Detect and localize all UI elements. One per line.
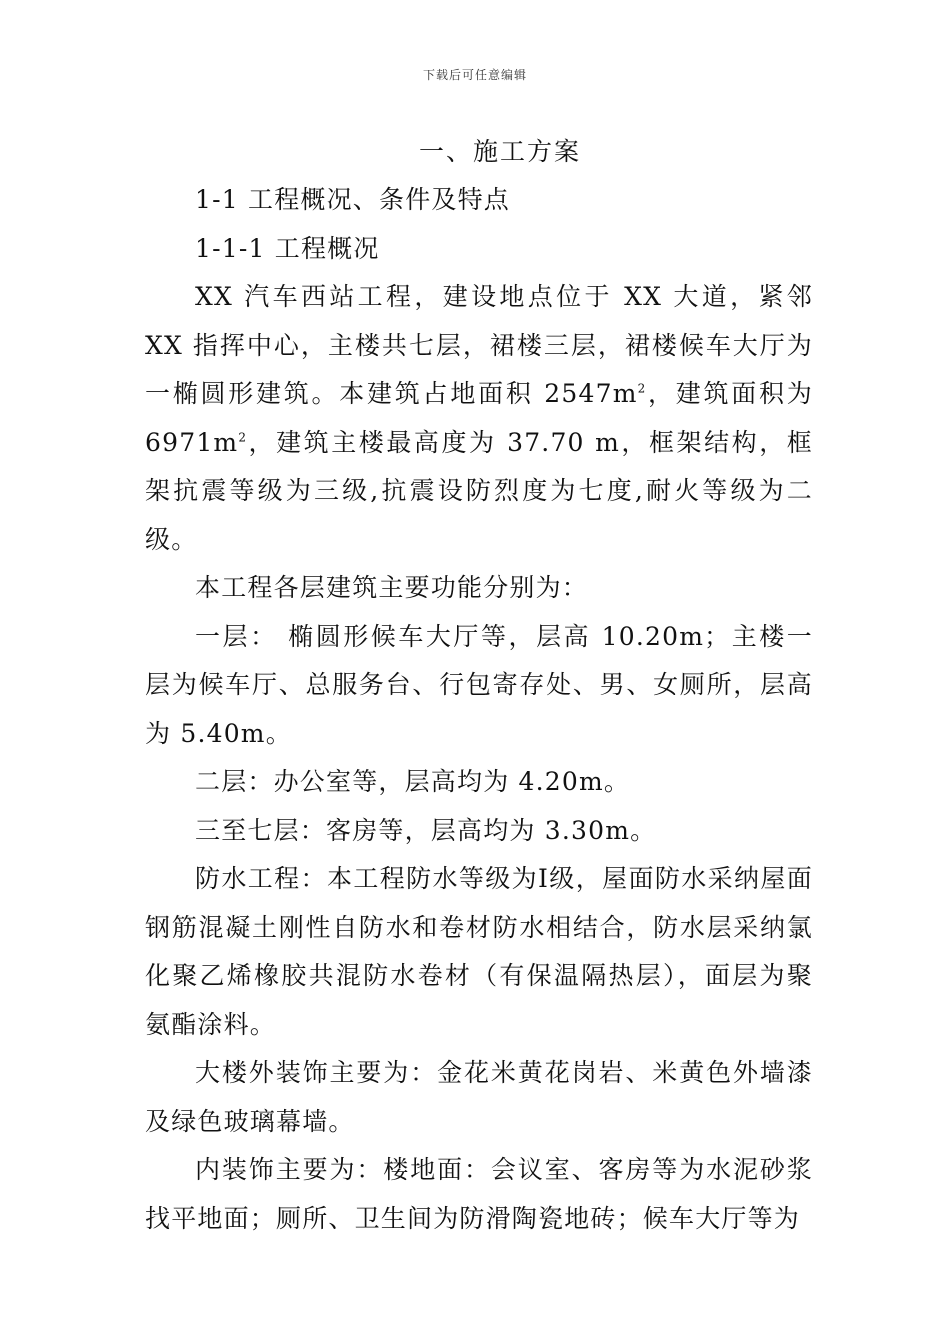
header-note: 下载后可任意编辑: [422, 68, 527, 82]
paragraph-floor-2: 二层：办公室等，层高均为 4.20m。: [195, 767, 631, 796]
paragraph-functions-intro: 本工程各层建筑主要功能分别为：: [195, 573, 589, 602]
overview-text-a: XX 汽车西站工程，建设地点位于 XX 大道，紧邻 XX 指挥中心，主楼共七层，裙楼三层，裙楼候车大厅为一椭圆形建筑。本建筑占地面积 2547m: [145, 282, 813, 408]
subsection-heading: 1-1-1 工程概况: [195, 233, 380, 263]
paragraph-floor-1: 一层： 椭圆形候车大厅等，层高 10.20m；主楼一层为候车厅、总服务台、行包寄存处、男、女厕所，层高为 5.40m。: [145, 621, 813, 748]
section-title: 一、施工方案: [418, 137, 581, 166]
paragraph-floor-3-7: 三至七层：客房等，层高均为 3.30m。: [195, 815, 657, 845]
paragraph-waterproofing: 防水工程：本工程防水等级为Ⅰ级，屋面防水采纳屋面钢筋混凝土刚性自防水和卷材防水相结合，防水层采纳氯化聚乙烯橡胶共混防水卷材（有保温隔热层），面层为聚氨酯涂料。: [145, 864, 813, 1039]
superscript-area-unit-1: 2: [637, 381, 647, 396]
paragraph-overview: [145, 273, 813, 564]
paragraph-interior-decoration: 内装饰主要为：楼地面：会议室、客房等为水泥砂浆找平地面；厕所、卫生间为防滑陶瓷地砖；候车大厅等为: [145, 1155, 813, 1233]
section-heading: 1-1 工程概况、条件及特点: [195, 185, 511, 214]
overview-text-c: ，建筑主楼最高度为 37.70 m，框架结构，框架抗震等级为三级,抗震设防烈度为七度,耐火等级为二级。: [145, 427, 813, 554]
paragraph-exterior-decoration: 大楼外装饰主要为：金花米黄花岗岩、米黄色外墙漆及绿色玻璃幕墙。: [145, 1058, 813, 1136]
superscript-area-unit-2: 2: [238, 430, 248, 445]
overview-text-b: ，建筑面积为 6971m: [145, 379, 814, 457]
document-body: [145, 176, 813, 1243]
